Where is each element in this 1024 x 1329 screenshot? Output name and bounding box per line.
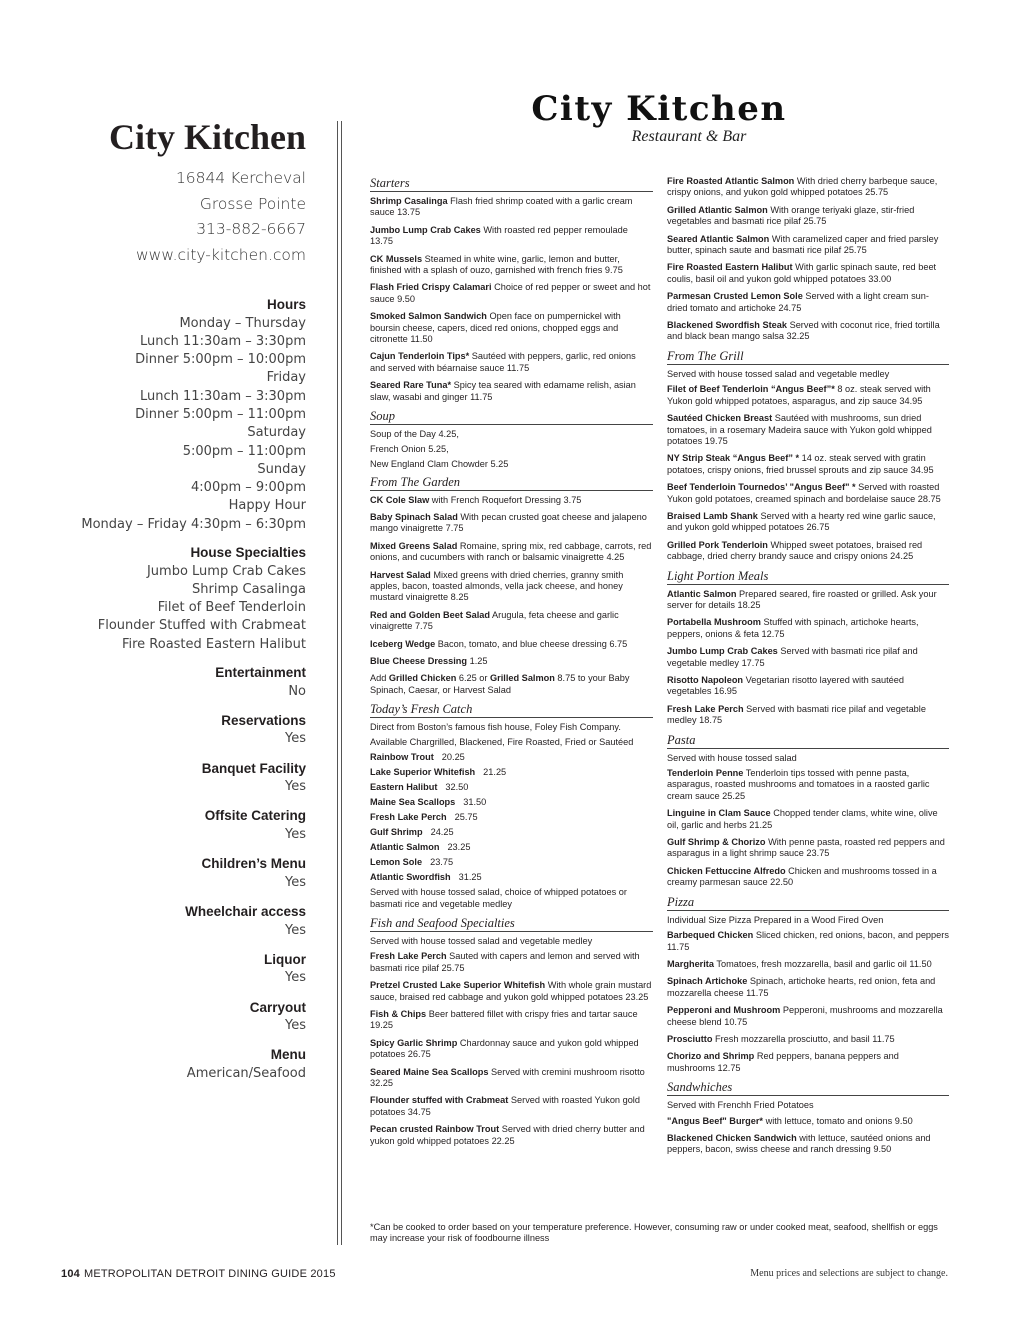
phone-number: 313-882-6667 — [196, 220, 306, 238]
hours-line: 5:00pm – 11:00pm — [182, 443, 306, 459]
item-name: Grilled Atlantic Salmon — [667, 204, 768, 215]
item-description: Bacon, tomato, and blue cheese dressing 6.75 — [437, 638, 628, 649]
hours-line: Lunch 11:30am – 3:30pm — [140, 388, 306, 404]
menu-item — [667, 589, 949, 612]
item-description: Romaine, spring mix, red cabbage, carrots, red onions, and cucumbers with ranch or balsamic vinaigrette 4.25 — [370, 540, 652, 563]
item-description: Served with roasted Yukon gold potatoes, creamed spinach and bordelaise sauce 28.75 — [667, 482, 941, 504]
restaurant-name: City Kitchen — [109, 117, 306, 157]
catch-item — [370, 782, 653, 793]
item-description: Red peppers, banana peppers and mushrooms 12.75 — [667, 1051, 899, 1073]
section-title-soup: Soup — [370, 409, 653, 425]
item-description: Sauted with capers and lemon and served with basmati rice pilaf 25.75 — [370, 951, 640, 973]
item-name: Linguine in Clam Sauce — [667, 808, 771, 819]
menu-item — [370, 570, 653, 604]
catch-item — [370, 752, 653, 763]
item-description: Served with dried cherry butter and yukon gold whipped potatoes 22.25 — [370, 1124, 645, 1146]
item-description: 14 oz. steak served with gratin potatoes, crispy onions, fried brussel sprouts and zip sauce 34.95 — [667, 453, 934, 475]
menu-item — [667, 617, 949, 640]
item-description: Spicy tea seared with edamame relish, asian slaw, wasabi and ginger 11.75 — [370, 380, 636, 402]
banquet-info — [26, 760, 306, 797]
item-price: 23.25 — [447, 842, 471, 853]
menu-item — [370, 1095, 653, 1118]
section-title-fish-seafood: Fish and Seafood Specialties — [370, 916, 653, 932]
item-name: Beef Tenderloin Tournedos’ "Angus Beef" * — [667, 482, 856, 493]
section-title-sandwiches: Sandwhiches — [667, 1080, 949, 1096]
item-name: Mixed Greens Salad — [370, 540, 458, 551]
item-description: Served with coconut rice, fried tortilla and black bean mango salsa 32.25 — [667, 320, 940, 342]
item-name: Rainbow Trout — [370, 752, 434, 763]
salad-addon-note — [370, 673, 653, 696]
addon-text: Add — [370, 673, 389, 684]
item-name: CK Mussels — [370, 253, 423, 264]
section-title-pasta: Pasta — [667, 733, 949, 749]
menu-item — [667, 262, 949, 285]
menu-item — [667, 320, 949, 343]
hours-line: Monday – Friday 4:30pm – 6:30pm — [81, 516, 306, 532]
menu-item — [667, 959, 949, 970]
item-name: Baby Spinach Salad — [370, 511, 458, 522]
item-name: Seared Maine Sea Scallops — [370, 1066, 489, 1077]
menu-item — [667, 976, 949, 999]
item-name: Tenderloin Penne — [667, 768, 744, 779]
catch-item — [370, 767, 653, 778]
hours-line: Friday — [266, 370, 306, 386]
item-description: Choice of red pepper or sweet and hot sauce 9.50 — [370, 282, 651, 304]
menu-item — [667, 205, 949, 228]
menu-item — [667, 646, 949, 669]
menu-item — [667, 768, 949, 802]
menu-item — [667, 866, 949, 889]
soup-line: Soup of the Day 4.25, — [370, 429, 459, 440]
page-number: 104 — [61, 1268, 80, 1280]
item-description: with lettuce, tomato and onions 9.50 — [765, 1115, 913, 1126]
house-specialties-section — [26, 544, 306, 654]
hours-line: Lunch 11:30am – 3:30pm — [140, 333, 306, 349]
menu-item — [370, 1038, 653, 1061]
section-title-fresh-catch: Today’s Fresh Catch — [370, 702, 653, 718]
item-name: Flash Fried Crispy Calamari — [370, 282, 492, 293]
item-description: Prepared seared, fire roasted or grilled. Ask your server for details 18.25 — [667, 588, 937, 610]
info-label: Offsite Catering — [204, 808, 306, 824]
house-specialties-label: House Specialties — [190, 545, 306, 561]
menu-item — [667, 413, 949, 447]
logo-tagline: Restaurant & Bar — [631, 128, 747, 145]
menu-item — [667, 511, 949, 534]
item-description: With whole grain mustard sauce, braised red cabbage and yukon gold whipped potatoes 23.25 — [370, 980, 652, 1002]
info-value: Yes — [285, 731, 306, 747]
item-description: With garlic spinach saute, red beet coulis, basil oil and yukon gold whipped potatoes 33.00 — [667, 262, 937, 284]
item-description: Mixed greens with dried cherries, granny smith apples, bacon, toasted almonds, vella jack cheese, and honey mustard vinaigrette 8.25 — [370, 569, 624, 603]
item-name: Jumbo Lump Crab Cakes — [667, 646, 778, 657]
specialty-line: Flounder Stuffed with Crabmeat — [97, 618, 306, 634]
price-disclaimer: Menu prices and selections are subject to change. — [750, 1268, 948, 1279]
item-price: 31.25 — [458, 872, 482, 883]
catch-item — [370, 827, 653, 838]
restaurant-logo — [514, 90, 804, 146]
item-name: Portabella Mushroom — [667, 617, 761, 628]
info-label: Reservations — [221, 712, 306, 728]
hours-line: Sunday — [257, 461, 306, 477]
item-price: 31.50 — [463, 797, 487, 808]
section-note: Served with house tossed salad and vegetable medley — [370, 936, 593, 946]
menu-item — [370, 282, 653, 305]
menu-item — [370, 380, 653, 403]
item-name: Atlantic Salmon — [370, 842, 440, 853]
item-name: Jumbo Lump Crab Cakes — [370, 224, 481, 235]
menu-item — [667, 1051, 949, 1074]
info-label: Liquor — [264, 951, 306, 967]
menu-item — [667, 1133, 949, 1156]
menu-item — [370, 495, 653, 506]
item-price: 21.25 — [483, 767, 507, 778]
restaurant-info-column — [26, 118, 306, 1083]
catch-item — [370, 797, 653, 808]
childrens-menu-info — [26, 855, 306, 892]
section-note: Individual Size Pizza Prepared in a Wood Fired Oven — [667, 914, 884, 925]
menu-item — [667, 837, 949, 860]
item-description: With orange teriyaki glaze, stir-fried vegetables and basmati rice pilaf 25.75 — [667, 204, 915, 227]
item-name: Harvest Salad — [370, 569, 431, 580]
item-price: 32.50 — [445, 782, 469, 793]
menu-item — [667, 176, 949, 199]
menu-item — [667, 453, 949, 476]
item-description: With caramelized caper and fried parsley butter, spinach saute and basmati rice pilaf 25.75 — [667, 233, 939, 256]
catch-item — [370, 857, 653, 868]
publication-title: METROPOLITAN DETROIT DINING GUIDE 2015 — [83, 1268, 336, 1280]
item-description: 1.25 — [469, 655, 488, 666]
menu-item — [370, 639, 653, 650]
item-description: Steamed in white wine, garlic, lemon and butter, finished with a splash of ouzo, garnished with french fries 9.75 — [370, 253, 623, 276]
item-name: NY Strip Steak “Angus Beef” * — [667, 453, 800, 464]
item-name: Pepperoni and Mushroom — [667, 1005, 781, 1016]
item-description: Served with a light cream sun-dried tomato and artichoke 24.75 — [667, 291, 929, 313]
menu-item — [667, 808, 949, 831]
addon-text: 8.75 to your Baby Spinach, Caesar, or Harvest Salad — [370, 673, 630, 695]
info-label: Entertainment — [215, 665, 306, 681]
info-label: Carryout — [249, 999, 306, 1015]
item-description: Arugula, feta cheese and garlic vinaigrette 7.75 — [370, 609, 619, 632]
item-description: Chicken and mushrooms tossed in a creamy parmesan sauce 22.50 — [667, 865, 937, 888]
item-name: Braised Lamb Shank — [667, 510, 758, 521]
menu-item — [370, 512, 653, 535]
item-name: Sautéed Chicken Breast — [667, 413, 773, 424]
section-title-grill: From The Grill — [667, 349, 949, 365]
info-label: Children’s Menu — [201, 856, 306, 872]
item-description: Sautéed with peppers, garlic, red onions and served with béarnaise sauce 11.75 — [370, 351, 636, 373]
menu-item — [370, 610, 653, 633]
menu-item — [370, 1067, 653, 1090]
item-description: Fresh mozzarella prosciutto, and basil 11.75 — [715, 1033, 895, 1044]
soup-line: French Onion 5.25, — [370, 444, 449, 455]
section-title-pizza: Pizza — [667, 895, 949, 911]
menu-type-info — [26, 1046, 306, 1083]
menu-item — [370, 254, 653, 277]
hours-line: Saturday — [247, 425, 306, 441]
item-name: Gulf Shrimp & Chorizo — [667, 837, 766, 848]
soup-line: New England Clam Chowder 5.25 — [370, 459, 509, 470]
specialty-line: Shrimp Casalinga — [192, 581, 306, 597]
item-description: Vegetarian risotto layered with sautéed vegetables 16.95 — [667, 675, 904, 697]
menu-item — [667, 704, 949, 727]
item-description: Tenderloin tips tossed with penne pasta, asparagus, roasted mushrooms and tomatoes in a raosted garlic cream sauce 25.25 — [667, 768, 930, 801]
item-name: Gulf Shrimp — [370, 827, 423, 838]
item-name: Smoked Salmon Sandwich — [370, 311, 487, 322]
item-name: Flounder stuffed with Crabmeat — [370, 1095, 509, 1106]
specialty-line: Fire Roasted Eastern Halibut — [121, 636, 306, 652]
menu-item — [667, 291, 949, 314]
info-value: Yes — [285, 1018, 306, 1034]
info-label: Wheelchair access — [185, 904, 306, 920]
item-name: Cajun Tenderloin Tips* — [370, 351, 470, 362]
section-note: Direct from Boston’s famous fish house, Foley Fish Company. — [370, 722, 621, 733]
menu-item — [667, 1116, 949, 1127]
item-name: Risotto Napoleon — [667, 675, 744, 685]
menu-item — [370, 951, 653, 974]
menu-item — [667, 540, 949, 563]
item-name: Filet of Beef Tenderloin “Angus Beef”* — [667, 384, 835, 395]
menu-item — [370, 311, 653, 345]
street-address: 16844 Kercheval — [175, 169, 306, 187]
menu-item — [667, 675, 949, 698]
catch-item — [370, 812, 653, 823]
item-name: Blue Cheese Dressing — [370, 655, 468, 666]
catering-info — [26, 807, 306, 844]
menu-item — [370, 541, 653, 564]
item-name: Eastern Halibut — [370, 782, 438, 793]
column-divider — [337, 121, 342, 1245]
catch-item — [370, 872, 653, 883]
item-name: Fish & Chips — [370, 1009, 427, 1020]
item-name: Fresh Lake Perch — [370, 812, 447, 823]
info-value: Yes — [285, 922, 306, 938]
hours-line: Dinner 5:00pm – 10:00pm — [135, 352, 306, 368]
info-value: No — [288, 683, 306, 699]
item-name: Lemon Sole — [370, 857, 423, 868]
entertainment-info — [26, 664, 306, 701]
hours-label: Hours — [266, 297, 306, 312]
menu-item — [667, 482, 949, 505]
menu-item — [667, 1034, 949, 1045]
item-description: Stuffed with spinach, artichoke hearts, peppers, onions & feta 12.75 — [667, 617, 919, 639]
item-description: Served with basmati rice pilaf and vegetable medley 17.75 — [667, 646, 918, 668]
menu-item — [370, 1009, 653, 1032]
info-value: American/Seafood — [186, 1065, 306, 1081]
hours-line: Happy Hour — [228, 498, 306, 514]
catch-item — [370, 842, 653, 853]
item-name: Blackened Chicken Sandwich — [667, 1132, 797, 1143]
item-description: with French Roquefort Dressing 3.75 — [431, 494, 582, 505]
wheelchair-info — [26, 903, 306, 940]
item-name: Grilled Pork Tenderloin — [667, 539, 768, 550]
section-note: Served with house tossed salad, choice of whipped potatoes or basmati rice and vegetable medley — [370, 887, 627, 909]
item-name: Fresh Lake Perch — [667, 703, 744, 714]
info-value: Yes — [285, 779, 306, 795]
item-description: Spinach, artichoke hearts, red onion, feta and mozzarella cheese 11.75 — [667, 976, 936, 998]
menu-item — [370, 196, 653, 219]
item-description: With penne pasta, roasted red peppers and asparagus in a light shrimp sauce 23.75 — [667, 837, 945, 859]
item-name: Lake Superior Whitefish — [370, 767, 476, 778]
item-description: Served with roasted Yukon gold potatoes 34.75 — [370, 1095, 640, 1117]
reservations-info — [26, 712, 306, 749]
item-price: 24.25 — [430, 827, 454, 838]
item-description: With dried cherry barbeque sauce, crispy onions, and yukon gold whipped potatoes 25.75 — [667, 176, 938, 198]
item-name: Prosciutto — [667, 1033, 713, 1044]
item-description: Sliced chicken, red onions, bacon, and peppers 11.75 — [667, 930, 949, 952]
item-description: Whipped sweet potatoes, braised red cabbage, dried cherry brandy sauce and crispy onions 24.25 — [667, 539, 923, 562]
item-description: Pepperoni, mushrooms and mozzarella cheese blend 10.75 — [667, 1005, 943, 1027]
item-name: Fire Roasted Atlantic Salmon — [667, 176, 795, 186]
hours-line: Dinner 5:00pm – 11:00pm — [135, 406, 306, 422]
section-note: Served with house tossed salad and vegetable medley — [667, 368, 890, 379]
addon-item-name: Grilled Chicken — [388, 673, 457, 684]
item-name: Atlantic Salmon — [667, 588, 737, 599]
item-name: Atlantic Swordfish — [370, 872, 451, 883]
item-name: Maine Sea Scallops — [370, 797, 456, 808]
item-price: 25.75 — [454, 812, 478, 823]
item-name: CK Cole Slaw — [370, 494, 430, 505]
section-note: Available Chargrilled, Blackened, Fire Roasted, Fried or Sautéed — [370, 737, 634, 748]
section-note: Served with Frenchh Fried Potatoes — [667, 1100, 814, 1111]
address-block — [26, 166, 306, 268]
section-title-light-portion: Light Portion Meals — [667, 569, 949, 585]
menu-column-right — [667, 176, 949, 1162]
section-title-starters: Starters — [370, 176, 653, 192]
item-price: 23.75 — [430, 857, 454, 868]
item-name: Pecan crusted Rainbow Trout — [370, 1124, 500, 1135]
item-name: Chorizo and Shrimp — [667, 1051, 755, 1062]
hours-line: 4:00pm – 9:00pm — [191, 480, 306, 496]
menu-item — [370, 656, 653, 667]
menu-column-left — [370, 176, 653, 1153]
item-description: Open face on pumpernickel with boursin cheese, capers, diced red onions, chopped eggs and citronette 11.50 — [370, 311, 621, 345]
info-label: Menu — [270, 1047, 306, 1063]
item-description: Served with cremini mushroom risotto 32.25 — [370, 1066, 645, 1089]
item-name: Red and Golden Beet Salad — [370, 609, 490, 620]
info-value: Yes — [285, 970, 306, 986]
info-label: Banquet Facility — [201, 760, 306, 776]
menu-item — [370, 980, 653, 1003]
item-description: Beer battered fillet with crispy fries and tartar sauce 19.25 — [370, 1009, 638, 1031]
specialty-line: Filet of Beef Tenderloin — [157, 600, 306, 616]
item-description: Chardonnay sauce and yukon gold whipped potatoes 26.75 — [370, 1037, 639, 1060]
item-name: Barbequed Chicken — [667, 930, 754, 941]
allergy-footnote: *Can be cooked to order based on your temperature preference. However, consuming raw or under cooked meat, seafood, shellfish or eggs may increase your risk of foodbourne illness — [370, 1222, 938, 1244]
hours-line: Monday – Thursday — [179, 315, 306, 331]
city: Grosse Pointe — [199, 194, 306, 213]
item-name: Seared Atlantic Salmon — [667, 233, 770, 244]
menu-item — [370, 1124, 653, 1147]
info-value: Yes — [285, 826, 306, 842]
item-description: Sautéed with mushrooms, sun dried tomatoes, in a rosemary Madeira sauce with Yukon gold whipped potatoes 19.75 — [667, 413, 932, 446]
item-description: Chopped tender clams, white wine, olive oil, garlic and herbs 21.25 — [667, 808, 938, 830]
item-name: Iceberg Wedge — [370, 638, 436, 649]
item-name: Spicy Garlic Shrimp — [370, 1037, 458, 1048]
section-note: Served with house tossed salad — [667, 752, 797, 763]
item-price: 20.25 — [441, 752, 465, 763]
section-title-garden: From The Garden — [370, 475, 653, 491]
item-name: Margherita — [667, 958, 714, 969]
carryout-info — [26, 999, 306, 1036]
item-name: Parmesan Crusted Lemon Sole — [667, 291, 803, 302]
menu-item — [667, 930, 949, 953]
item-description: Flash fried shrimp coated with a garlic cream sauce 13.75 — [370, 196, 633, 218]
menu-item — [667, 1005, 949, 1028]
logo-wordmark: City Kitchen — [531, 89, 787, 129]
menu-item — [370, 225, 653, 248]
hours-section — [26, 296, 306, 534]
addon-item-name: Grilled Salmon — [490, 673, 555, 684]
item-name: Shrimp Casalinga — [370, 196, 448, 206]
item-name: Pretzel Crusted Lake Superior Whitefish — [370, 980, 546, 991]
item-description: with lettuce, sautéed onions and peppers, bacon, swiss cheese and ranch dressing 9.50 — [667, 1132, 931, 1155]
liquor-info — [26, 951, 306, 988]
item-description: Served with a hearty red wine garlic sauce, and yukon gold whipped potatoes 26.75 — [667, 510, 936, 533]
item-description: Tomatoes, fresh mozzarella, basil and garlic oil 11.50 — [716, 958, 932, 969]
specialty-line: Jumbo Lump Crab Cakes — [146, 563, 306, 579]
item-description: Served with basmati rice pilaf and vegetable medley 18.75 — [667, 703, 926, 726]
page-footer — [61, 1267, 336, 1281]
addon-text: 6.25 or — [456, 673, 491, 684]
item-name: Fresh Lake Perch — [370, 951, 447, 962]
item-name: "Angus Beef" Burger* — [667, 1115, 764, 1126]
menu-item — [667, 234, 949, 257]
item-name: Chicken Fettuccine Alfredo — [667, 865, 786, 876]
item-description: 8 oz. steak served with Yukon gold whipped potatoes, asparagus, and zip sauce 34.95 — [667, 384, 931, 406]
item-name: Fire Roasted Eastern Halibut — [667, 262, 793, 273]
item-name: Blackened Swordfish Steak — [667, 320, 787, 331]
menu-item — [667, 384, 949, 407]
item-description: With pecan crusted goat cheese and jalapeno mango vinaigrette 7.75 — [370, 511, 647, 534]
item-name: Seared Rare Tuna* — [370, 380, 452, 391]
website-link[interactable]: www.city-kitchen.com — [135, 245, 306, 264]
item-description: With roasted red pepper remoulade 13.75 — [370, 224, 628, 247]
info-value: Yes — [285, 874, 306, 890]
menu-item — [370, 351, 653, 374]
item-name: Spinach Artichoke — [667, 976, 748, 987]
